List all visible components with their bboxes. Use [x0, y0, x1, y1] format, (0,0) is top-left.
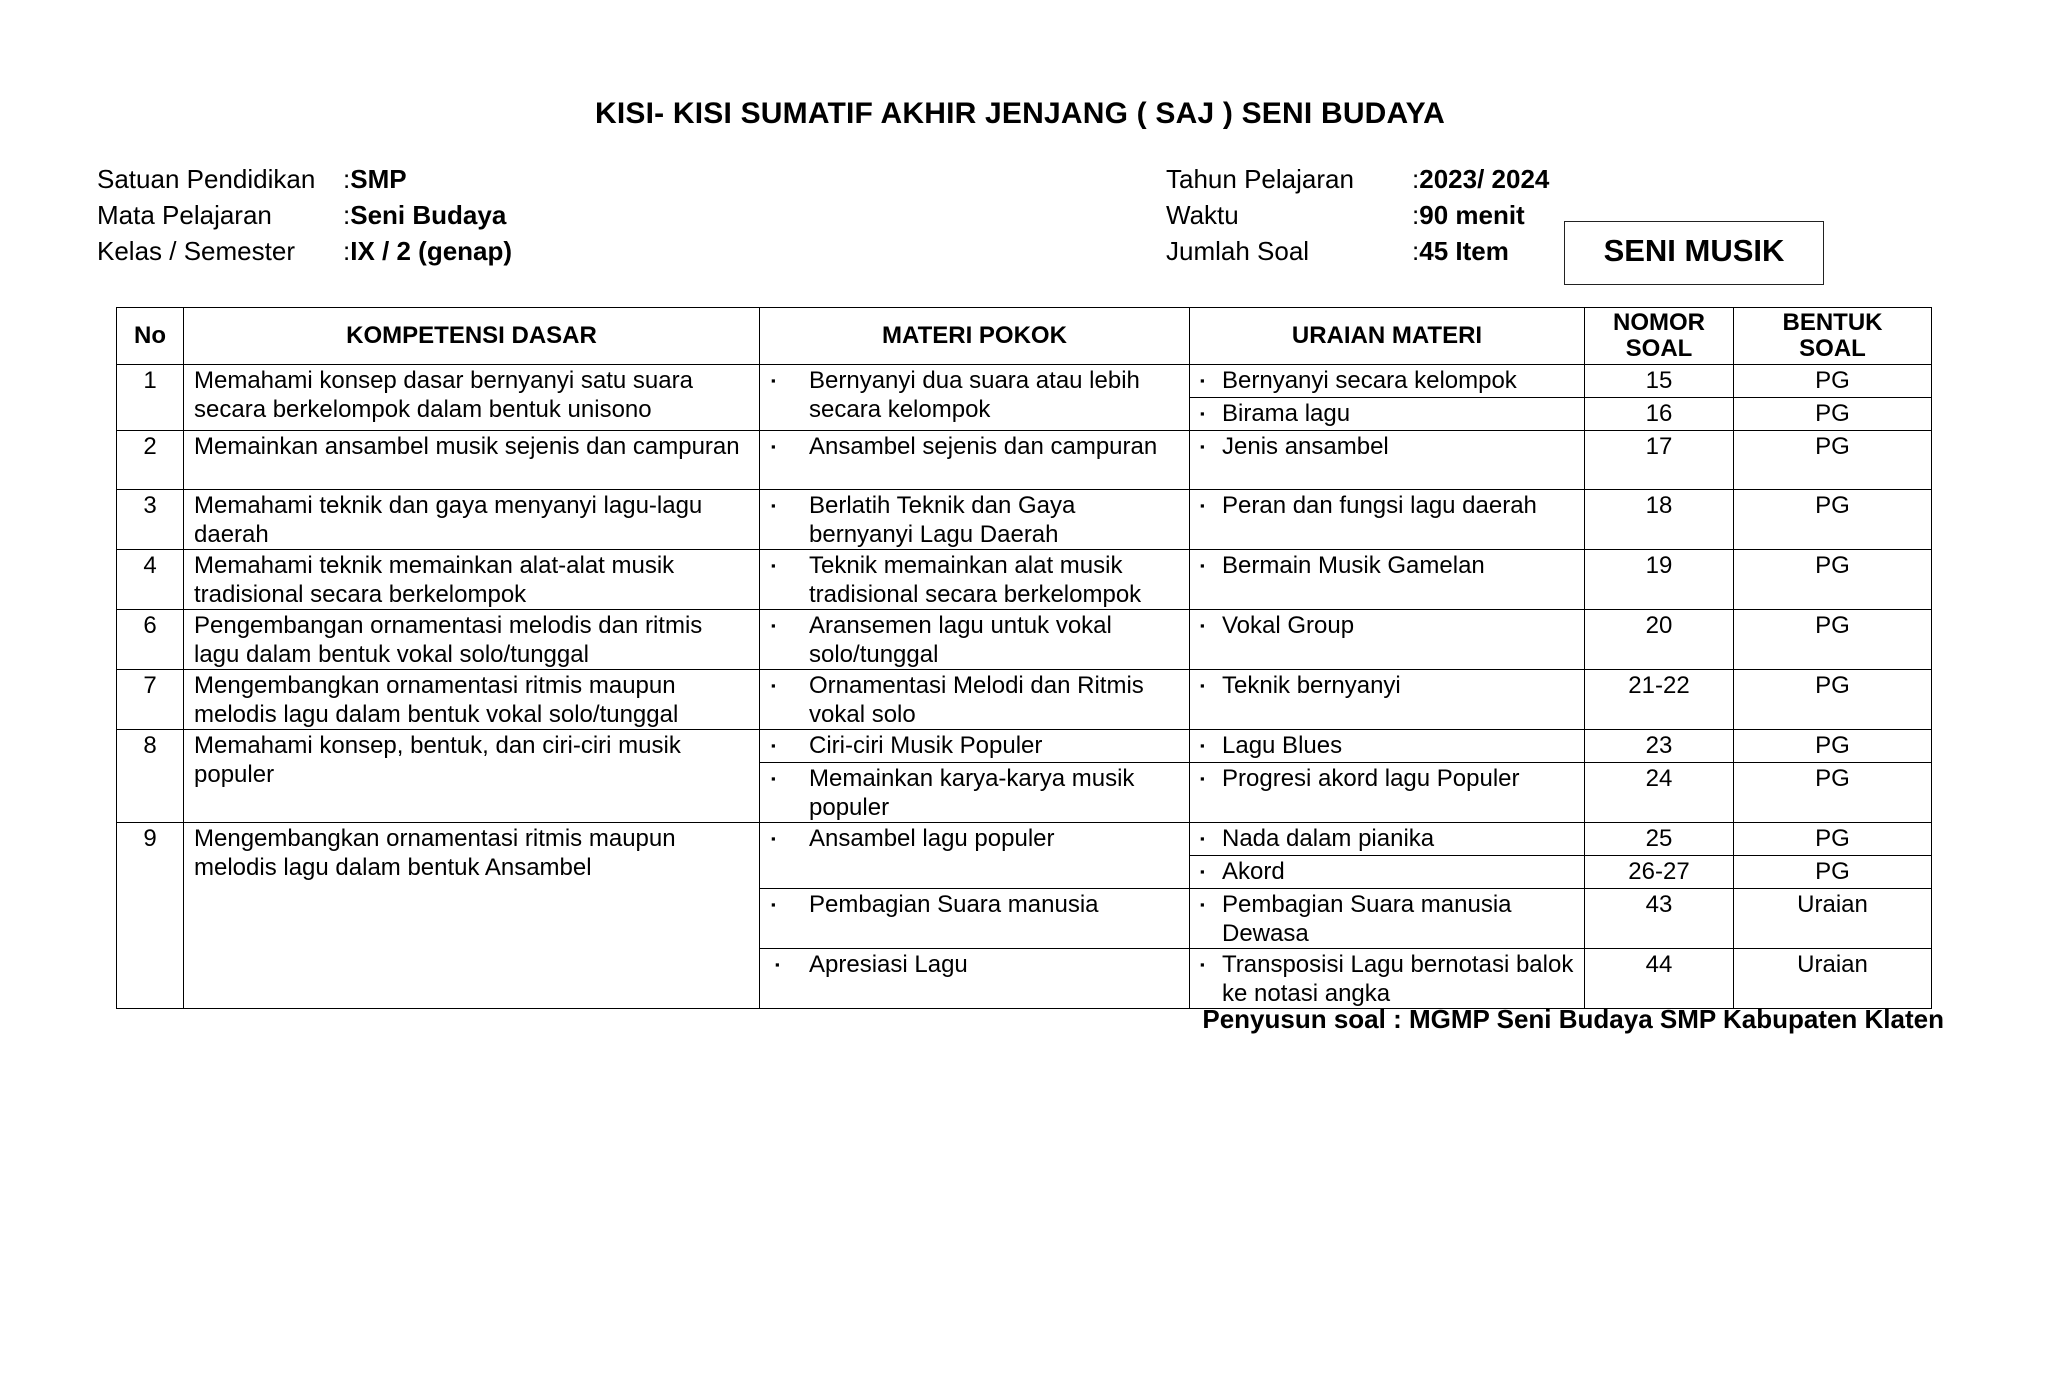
header-bentuk-line1: BENTUK [1782, 309, 1883, 336]
row-no: 4 [117, 550, 184, 610]
nomor-soal-cell: 24 [1585, 763, 1734, 823]
bullet-icon: ▪ [771, 831, 776, 846]
uraian-cell [1190, 550, 1585, 610]
table-row [117, 730, 1932, 763]
kisi-kisi-table [116, 307, 1932, 1009]
uraian-cell [1190, 889, 1585, 949]
bullet-icon: ▪ [1200, 864, 1205, 879]
materi-cell [760, 889, 1190, 949]
uraian-cell [1190, 431, 1585, 490]
bentuk-soal-cell: PG [1734, 550, 1932, 610]
nomor-soal-cell: 19 [1585, 550, 1734, 610]
kompetensi-dasar-cell: Memahami konsep dasar bernyanyi satu suara secara berkelompok dalam bentuk unisono [184, 365, 760, 431]
kompetensi-dasar-cell: Memahami teknik dan gaya menyanyi lagu-lagu daerah [184, 490, 760, 550]
materi-text: Ansambel sejenis dan campuran [809, 433, 1158, 460]
uraian-cell [1190, 823, 1585, 856]
materi-text: Aransemen lagu untuk vokal solo/tunggal [809, 612, 1112, 668]
bullet-icon: ▪ [1200, 558, 1205, 573]
bullet-icon: ▪ [1200, 831, 1205, 846]
bullet-icon: ▪ [1200, 618, 1205, 633]
nomor-soal-cell: 20 [1585, 610, 1734, 670]
header-materi-pokok: MATERI POKOK [760, 308, 1190, 365]
kompetensi-dasar-cell: Pengembangan ornamentasi melodis dan ritmis lagu dalam bentuk vokal solo/tunggal [184, 610, 760, 670]
bullet-icon: ▪ [1200, 373, 1205, 388]
uraian-cell [1190, 365, 1585, 398]
table-row [117, 431, 1932, 490]
uraian-text: Bernyanyi secara kelompok [1222, 367, 1517, 394]
meta-value: 2023/ 2024 [1419, 164, 1550, 194]
bentuk-soal-cell: PG [1734, 670, 1932, 730]
meta-mata-pelajaran [97, 197, 512, 233]
kompetensi-dasar-cell: Memahami konsep, bentuk, dan ciri-ciri musik populer [184, 730, 760, 823]
uraian-cell [1190, 949, 1585, 1009]
kompetensi-dasar-cell: Mengembangkan ornamentasi ritmis maupun melodis lagu dalam bentuk Ansambel [184, 823, 760, 1009]
uraian-text: Akord [1222, 858, 1285, 885]
materi-cell [760, 490, 1190, 550]
table-header-row [117, 308, 1932, 365]
uraian-text: Teknik bernyanyi [1222, 672, 1401, 699]
nomor-soal-cell: 25 [1585, 823, 1734, 856]
meta-satuan-pendidikan [97, 161, 512, 197]
meta-value: IX / 2 (genap) [350, 236, 513, 266]
bullet-icon: ▪ [771, 771, 776, 786]
kompetensi-dasar-cell: Memahami teknik memainkan alat-alat musik tradisional secara berkelompok [184, 550, 760, 610]
meta-colon: : [1412, 236, 1420, 266]
uraian-text: Birama lagu [1222, 400, 1351, 427]
materi-cell [760, 610, 1190, 670]
header-nomor-line1: NOMOR [1613, 309, 1705, 336]
bullet-icon: ▪ [1200, 771, 1205, 786]
bullet-icon: ▪ [771, 498, 776, 513]
materi-cell [760, 670, 1190, 730]
subject-badge: SENI MUSIK [1564, 221, 1824, 285]
meta-label: Tahun Pelajaran [1166, 164, 1354, 194]
meta-tahun-pelajaran [1166, 161, 1549, 197]
bullet-icon: ▪ [771, 678, 776, 693]
nomor-soal-cell: 43 [1585, 889, 1734, 949]
header-nomor-soal [1585, 308, 1734, 365]
materi-text: Ciri-ciri Musik Populer [809, 732, 1043, 759]
header-bentuk-soal [1734, 308, 1932, 365]
uraian-cell [1190, 490, 1585, 550]
nomor-soal-cell: 26-27 [1585, 856, 1734, 889]
bentuk-soal-cell: PG [1734, 490, 1932, 550]
uraian-text: Jenis ansambel [1222, 433, 1389, 460]
nomor-soal-cell: 17 [1585, 431, 1734, 490]
meta-kelas-semester [97, 233, 512, 269]
table-row [117, 365, 1932, 398]
materi-text: Bernyanyi dua suara atau lebih secara kelompok [809, 367, 1140, 423]
bullet-icon: ▪ [1200, 957, 1205, 972]
materi-cell [760, 763, 1190, 823]
table-row [117, 550, 1932, 610]
bentuk-soal-cell: PG [1734, 365, 1932, 398]
materi-cell [760, 365, 1190, 431]
bullet-icon: ▪ [771, 738, 776, 753]
nomor-soal-cell: 44 [1585, 949, 1734, 1009]
uraian-text: Bermain Musik Gamelan [1222, 552, 1485, 579]
bentuk-soal-cell: PG [1734, 856, 1932, 889]
row-no: 2 [117, 431, 184, 490]
row-no: 1 [117, 365, 184, 431]
bullet-icon: ▪ [1200, 406, 1205, 421]
header-no: No [117, 308, 184, 365]
table-row [117, 490, 1932, 550]
header-uraian-materi: URAIAN MATERI [1190, 308, 1585, 365]
materi-text: Apresiasi Lagu [809, 951, 968, 978]
bullet-icon: ▪ [771, 439, 776, 454]
bentuk-soal-cell: Uraian [1734, 889, 1932, 949]
bentuk-soal-cell: PG [1734, 763, 1932, 823]
bentuk-soal-cell: Uraian [1734, 949, 1932, 1009]
uraian-text: Lagu Blues [1222, 732, 1343, 759]
bentuk-soal-cell: PG [1734, 730, 1932, 763]
bullet-icon: ▪ [1200, 439, 1205, 454]
table-row [117, 610, 1932, 670]
meta-colon: : [343, 164, 351, 194]
uraian-cell [1190, 730, 1585, 763]
materi-cell [760, 949, 1190, 1009]
header-kompetensi-dasar: KOMPETENSI DASAR [184, 308, 760, 365]
kompetensi-dasar-cell: Memainkan ansambel musik sejenis dan campuran [184, 431, 760, 490]
kompetensi-dasar-cell: Mengembangkan ornamentasi ritmis maupun melodis lagu dalam bentuk vokal solo/tunggal [184, 670, 760, 730]
bentuk-soal-cell: PG [1734, 431, 1932, 490]
meta-colon: : [1412, 164, 1420, 194]
meta-label: Satuan Pendidikan [97, 164, 316, 194]
uraian-cell [1190, 610, 1585, 670]
meta-left [97, 161, 512, 269]
footer-author: Penyusun soal : MGMP Seni Budaya SMP Kabupaten Klaten [1202, 1004, 1944, 1034]
row-no: 3 [117, 490, 184, 550]
header-bentuk-line2: SOAL [1799, 335, 1866, 362]
nomor-soal-cell: 16 [1585, 398, 1734, 431]
uraian-cell [1190, 856, 1585, 889]
page-title: KISI- KISI SUMATIF AKHIR JENJANG ( SAJ ) SENI BUDAYA [595, 97, 1445, 130]
bentuk-soal-cell: PG [1734, 398, 1932, 431]
meta-colon: : [1412, 200, 1420, 230]
row-no: 6 [117, 610, 184, 670]
materi-cell [760, 730, 1190, 763]
uraian-cell [1190, 398, 1585, 431]
meta-value: 90 menit [1419, 200, 1525, 230]
table-row [117, 670, 1932, 730]
meta-label: Jumlah Soal [1166, 236, 1310, 266]
uraian-cell [1190, 670, 1585, 730]
uraian-text: Vokal Group [1222, 612, 1355, 639]
bullet-icon: ▪ [771, 897, 776, 912]
nomor-soal-cell: 21-22 [1585, 670, 1734, 730]
meta-label: Mata Pelajaran [97, 200, 272, 230]
nomor-soal-cell: 15 [1585, 365, 1734, 398]
materi-text: Ornamentasi Melodi dan Ritmis vokal solo [809, 672, 1144, 728]
row-no: 7 [117, 670, 184, 730]
row-no: 9 [117, 823, 184, 1009]
bentuk-soal-cell: PG [1734, 823, 1932, 856]
table-row [117, 823, 1932, 856]
bullet-icon: ▪ [1200, 738, 1205, 753]
materi-cell [760, 823, 1190, 889]
bullet-icon: ▪ [1200, 897, 1205, 912]
row-no: 8 [117, 730, 184, 823]
uraian-text: Nada dalam pianika [1222, 825, 1435, 852]
meta-jumlah-soal [1166, 233, 1549, 269]
bullet-icon: ▪ [771, 373, 776, 388]
materi-text: Berlatih Teknik dan Gaya bernyanyi Lagu Daerah [809, 492, 1076, 548]
meta-right [1166, 161, 1549, 269]
uraian-text: Progresi akord lagu Populer [1222, 765, 1520, 792]
meta-label: Kelas / Semester [97, 236, 295, 266]
meta-colon: : [343, 236, 351, 266]
uraian-text: Transposisi Lagu bernotasi balok ke notasi angka [1222, 951, 1574, 1007]
uraian-text: Pembagian Suara manusia Dewasa [1222, 891, 1512, 947]
bullet-icon: ▪ [775, 957, 780, 972]
uraian-text: Peran dan fungsi lagu daerah [1222, 492, 1537, 519]
materi-text: Pembagian Suara manusia [809, 891, 1099, 918]
meta-colon: : [343, 200, 351, 230]
materi-cell [760, 550, 1190, 610]
bullet-icon: ▪ [771, 618, 776, 633]
bentuk-soal-cell: PG [1734, 610, 1932, 670]
bullet-icon: ▪ [1200, 498, 1205, 513]
materi-text: Memainkan karya-karya musik populer [809, 765, 1135, 821]
materi-text: Ansambel lagu populer [809, 825, 1055, 852]
nomor-soal-cell: 18 [1585, 490, 1734, 550]
meta-label: Waktu [1166, 200, 1239, 230]
materi-text: Teknik memainkan alat musik tradisional secara berkelompok [809, 552, 1142, 608]
bullet-icon: ▪ [1200, 678, 1205, 693]
materi-cell [760, 431, 1190, 490]
uraian-cell [1190, 763, 1585, 823]
bullet-icon: ▪ [771, 558, 776, 573]
header-nomor-line2: SOAL [1625, 335, 1693, 362]
meta-value: 45 Item [1419, 236, 1509, 266]
nomor-soal-cell: 23 [1585, 730, 1734, 763]
meta-waktu [1166, 197, 1549, 233]
meta-value: SMP [350, 164, 407, 194]
meta-value: Seni Budaya [350, 200, 507, 230]
